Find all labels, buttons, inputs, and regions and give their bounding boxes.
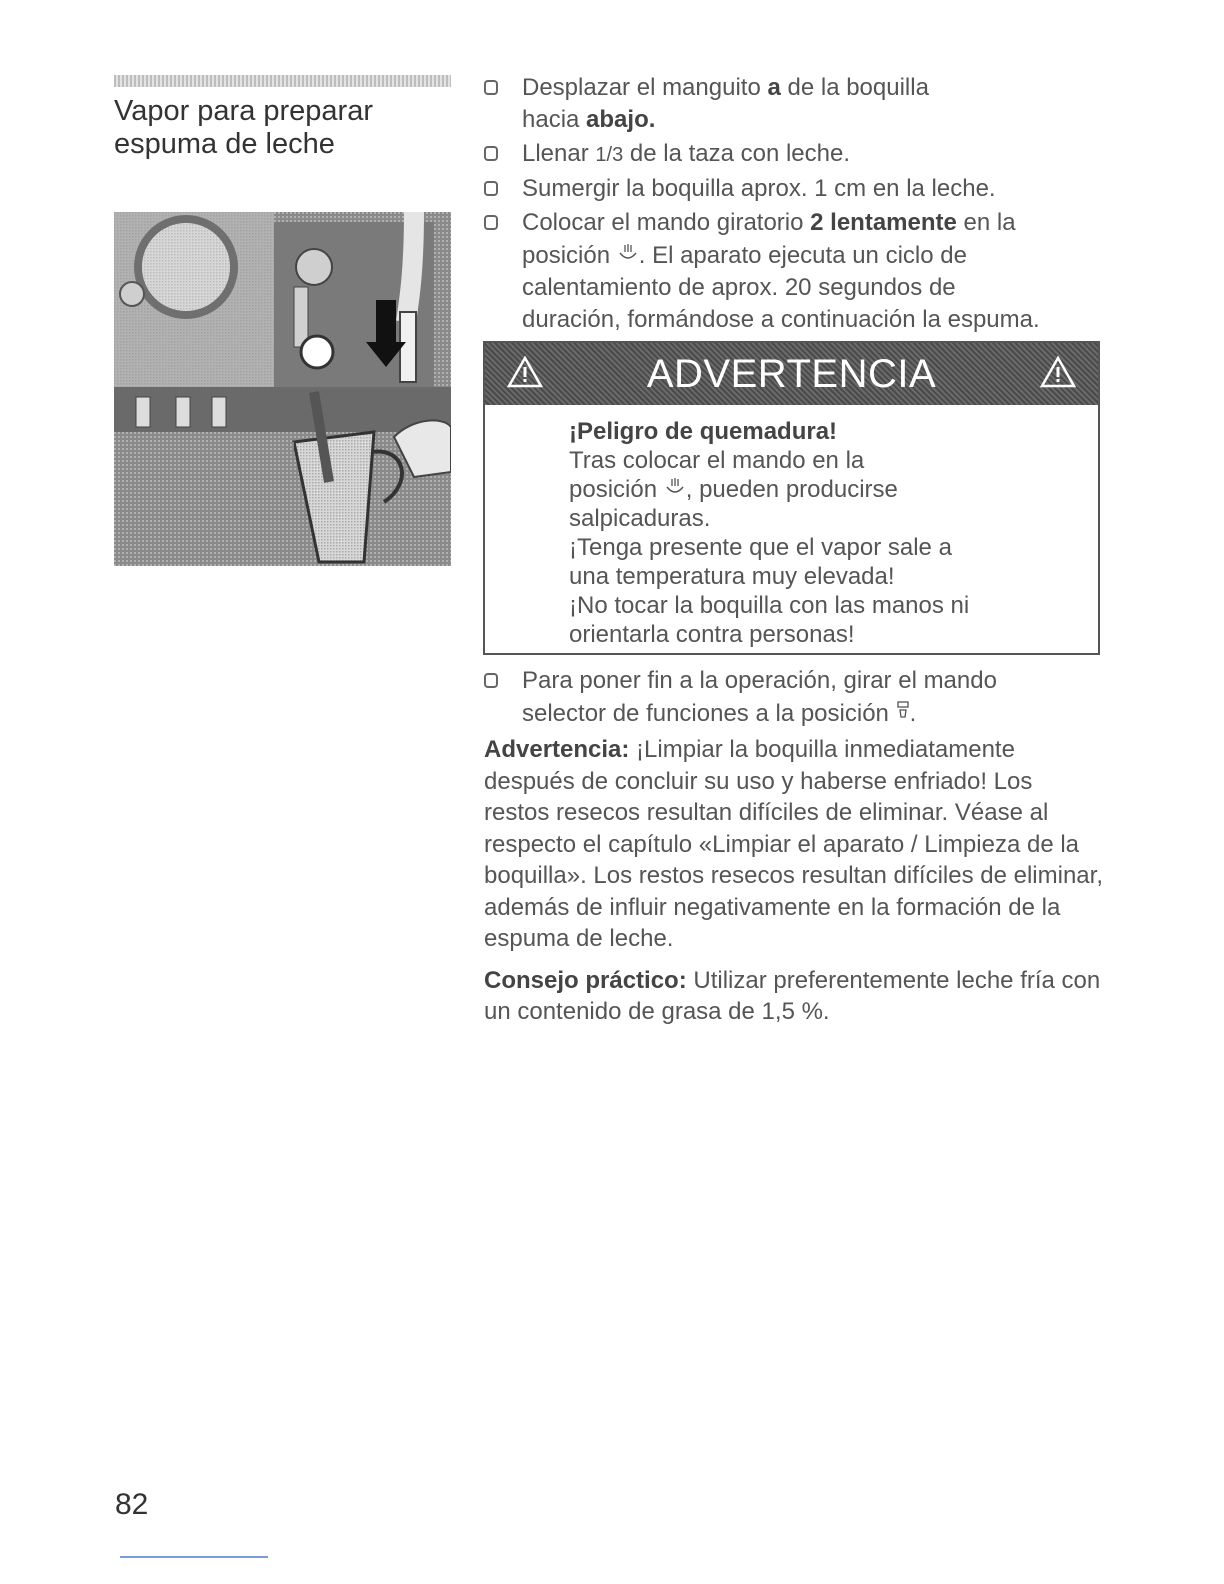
checkbox-icon	[484, 215, 498, 230]
checkbox-icon	[484, 146, 498, 161]
footer-rule	[120, 1556, 268, 1558]
warning-body: ¡Peligro de quemadura! Tras colocar el mando en la posición , pueden producirse salpicaduras. ¡Tenga presente que el vapor sale a una temperatura muy elevada! ¡No tocar la boquilla con las manos ni orientarla contra personas!	[485, 405, 1098, 653]
checkbox-icon	[484, 673, 498, 688]
step-3: Sumergir la boquilla aprox. 1 cm en la leche.	[484, 173, 1104, 205]
warning-heading: ¡Peligro de quemadura!	[569, 418, 838, 445]
warning-triangle-icon	[1040, 356, 1076, 388]
note-advertencia: Advertencia: ¡Limpiar la boquilla inmediatamente después de concluir su uso y haberse enfriado! Los restos resecos resultan difíciles de eliminar. Véase al respecto el capítulo «Limpiar el aparato / Limpieza de la boquilla». Los restos resecos resultan difíciles de eliminar, además de influir negativamente en la formación de la espuma de leche.	[484, 736, 1103, 952]
machine-illustration	[114, 212, 451, 566]
page-number: 82	[115, 1488, 149, 1521]
step-4: Colocar el mando giratorio 2 lentamente en la posición . El aparato ejecuta un ciclo de calentamiento de aprox. 20 segundos de duración, formándose a continuación la espuma.	[484, 207, 1104, 336]
step-2: Llenar 1/3 de la taza con leche.	[484, 138, 1104, 171]
steam-icon	[617, 239, 639, 271]
cup-icon	[896, 697, 910, 729]
note-consejo: Consejo práctico: Utilizar preferentemente leche fría con un contenido de grasa de 1,5 %.	[484, 966, 1101, 1025]
section-title: Vapor para preparar espuma de leche	[114, 95, 374, 160]
heading-rule	[114, 75, 451, 87]
steam-icon	[664, 475, 686, 504]
warning-triangle-icon	[507, 356, 543, 388]
instructions-column	[484, 72, 1104, 1038]
fraction-one-third: 1/3	[595, 144, 624, 166]
warning-header	[485, 343, 1098, 405]
step-5: Para poner fin a la operación, girar el mando selector de funciones a la posición .	[484, 665, 1104, 730]
warning-title: ADVERTENCIA	[646, 351, 937, 396]
checkbox-icon	[484, 181, 498, 196]
checkbox-icon	[484, 80, 498, 95]
warning-box	[483, 341, 1100, 655]
step-1: Desplazar el manguito a de la boquilla hacia abajo.	[484, 72, 1104, 136]
